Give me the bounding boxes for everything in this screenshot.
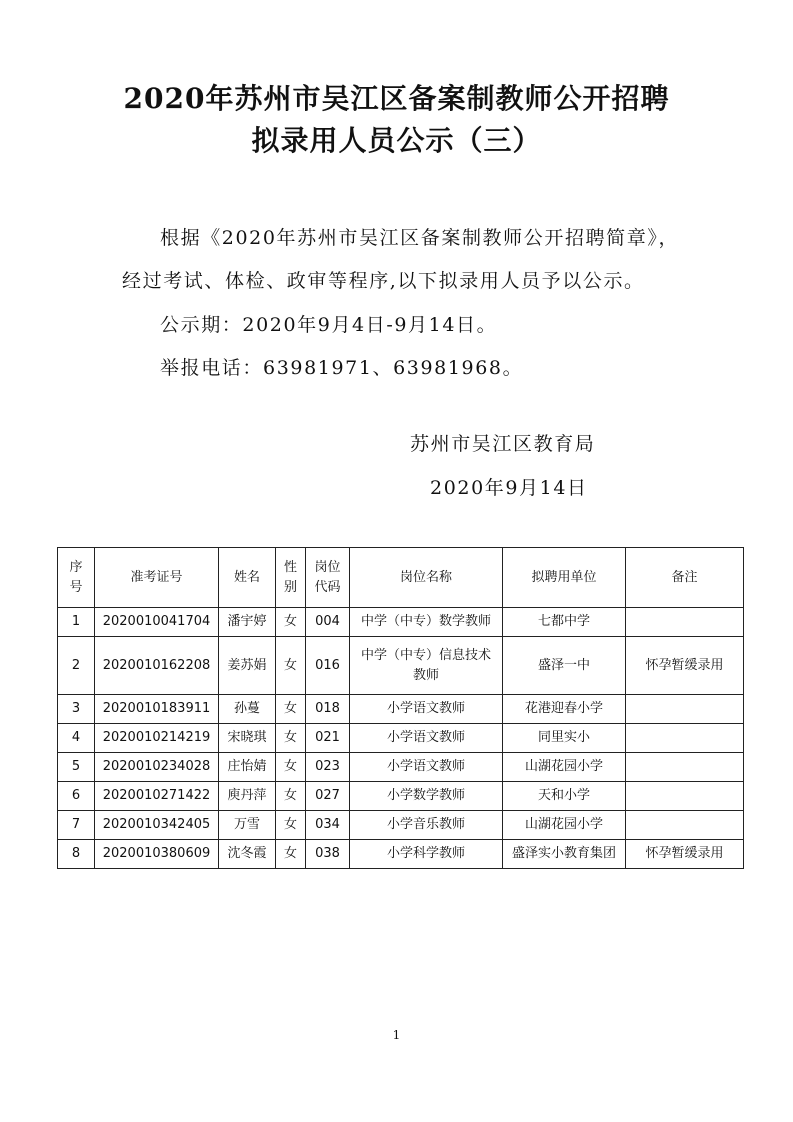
page-subtitle: 拟录用人员公示（三） (251, 124, 542, 157)
cell-name: 潘宇婷 (219, 608, 276, 637)
header-exam-no: 准考证号 (95, 548, 219, 608)
cell-position-code: 021 (306, 724, 350, 753)
header-position-code: 岗位 代码 (306, 548, 350, 608)
page-number: 1 (392, 1028, 401, 1042)
cell-position-name: 中学（中专）信息技术 教师 (350, 637, 503, 695)
candidate-table (57, 547, 744, 869)
cell-gender: 女 (276, 695, 306, 724)
cell-hiring-unit: 山湖花园小学 (503, 753, 626, 782)
cell-exam-no: 2020010214219 (95, 724, 219, 753)
cell-position-code: 016 (306, 637, 350, 695)
cell-exam-no: 2020010234028 (95, 753, 219, 782)
body-paragraph-basis: 根据《2020年苏州市吴江区备案制教师公开招聘简章》， (160, 227, 680, 249)
cell-seq: 4 (58, 724, 95, 753)
cell-position-code: 004 (306, 608, 350, 637)
cell-position-name: 小学语文教师 (350, 753, 503, 782)
cell-position-code: 023 (306, 753, 350, 782)
cell-seq: 8 (58, 840, 95, 869)
cell-note: 怀孕暂缓录用 (626, 637, 744, 695)
cell-exam-no: 2020010380609 (95, 840, 219, 869)
cell-position-name: 中学（中专）数学教师 (350, 608, 503, 637)
cell-seq: 6 (58, 782, 95, 811)
table-row (58, 724, 744, 753)
cell-position-name: 小学科学教师 (350, 840, 503, 869)
cell-name: 沈冬霞 (219, 840, 276, 869)
cell-note (626, 782, 744, 811)
table-row (58, 608, 744, 637)
cell-hiring-unit: 盛泽实小教育集团 (503, 840, 626, 869)
cell-position-name: 小学语文教师 (350, 695, 503, 724)
cell-note (626, 724, 744, 753)
table-row (58, 840, 744, 869)
header-name: 姓名 (219, 548, 276, 608)
cell-exam-no: 2020010342405 (95, 811, 219, 840)
cell-seq: 5 (58, 753, 95, 782)
cell-seq: 3 (58, 695, 95, 724)
cell-name: 庄怡婧 (219, 753, 276, 782)
table-row (58, 782, 744, 811)
cell-hiring-unit: 七都中学 (503, 608, 626, 637)
cell-note (626, 608, 744, 637)
cell-position-name: 小学数学教师 (350, 782, 503, 811)
cell-hiring-unit: 山湖花园小学 (503, 811, 626, 840)
cell-note (626, 695, 744, 724)
cell-gender: 女 (276, 840, 306, 869)
cell-position-code: 034 (306, 811, 350, 840)
cell-seq: 7 (58, 811, 95, 840)
cell-position-name: 小学音乐教师 (350, 811, 503, 840)
cell-position-code: 027 (306, 782, 350, 811)
cell-gender: 女 (276, 637, 306, 695)
cell-hiring-unit: 盛泽一中 (503, 637, 626, 695)
cell-note: 怀孕暂缓录用 (626, 840, 744, 869)
cell-exam-no: 2020010162208 (95, 637, 219, 695)
table-header-row (58, 548, 744, 608)
page-title: 2020年苏州市吴江区备案制教师公开招聘 (123, 82, 670, 115)
cell-name: 万雪 (219, 811, 276, 840)
cell-gender: 女 (276, 724, 306, 753)
signature-org: 苏州市吴江区教育局 (410, 433, 596, 455)
cell-note (626, 811, 744, 840)
cell-exam-no: 2020010271422 (95, 782, 219, 811)
header-gender: 性 别 (276, 548, 306, 608)
header-seq: 序 号 (58, 548, 95, 608)
cell-position-name: 小学语文教师 (350, 724, 503, 753)
cell-name: 孙蔓 (219, 695, 276, 724)
cell-position-code: 038 (306, 840, 350, 869)
cell-name: 庾丹萍 (219, 782, 276, 811)
cell-hiring-unit: 天和小学 (503, 782, 626, 811)
body-paragraph-process: 经过考试、体检、政审等程序,以下拟录用人员予以公示。 (122, 270, 645, 292)
cell-seq: 1 (58, 608, 95, 637)
table-row (58, 753, 744, 782)
table-row (58, 811, 744, 840)
signature-date: 2020年9月14日 (430, 477, 588, 499)
cell-exam-no: 2020010183911 (95, 695, 219, 724)
table-row (58, 695, 744, 724)
header-note: 备注 (626, 548, 744, 608)
cell-seq: 2 (58, 637, 95, 695)
cell-hiring-unit: 同里实小 (503, 724, 626, 753)
cell-name: 宋晓琪 (219, 724, 276, 753)
cell-gender: 女 (276, 782, 306, 811)
cell-gender: 女 (276, 753, 306, 782)
cell-name: 姜苏娟 (219, 637, 276, 695)
cell-exam-no: 2020010041704 (95, 608, 219, 637)
header-position-name: 岗位名称 (350, 548, 503, 608)
body-paragraph-period: 公示期：2020年9月4日-9月14日。 (160, 314, 498, 336)
body-paragraph-hotline: 举报电话：63981971、63981968。 (160, 357, 524, 379)
table-row (58, 637, 744, 695)
cell-hiring-unit: 花港迎春小学 (503, 695, 626, 724)
cell-gender: 女 (276, 608, 306, 637)
header-hiring-unit: 拟聘用单位 (503, 548, 626, 608)
cell-position-code: 018 (306, 695, 350, 724)
cell-note (626, 753, 744, 782)
cell-gender: 女 (276, 811, 306, 840)
